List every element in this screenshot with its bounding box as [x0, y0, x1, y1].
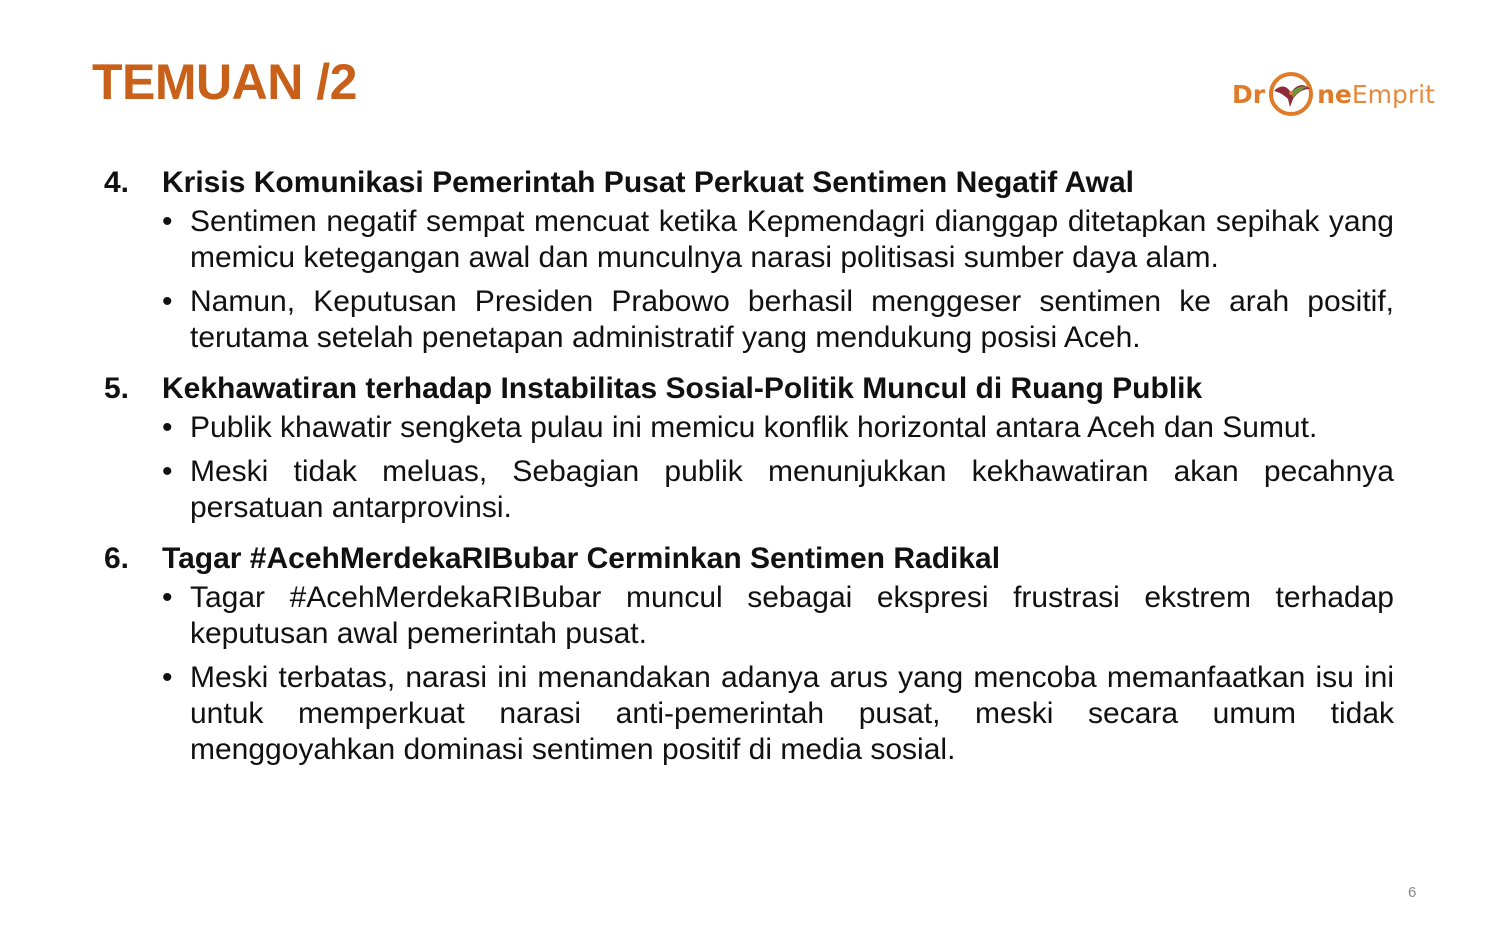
finding-bullets: [104, 204, 1394, 356]
bullet-item: • Publik khawatir sengketa pulau ini memicu konflik horizontal antara Aceh dan Sumut.: [104, 410, 1394, 446]
finding-bullets: [104, 410, 1394, 526]
page-number: 6: [1408, 884, 1417, 901]
slide-title: TEMUAN /2: [92, 54, 357, 110]
finding-number: 5.: [104, 372, 130, 405]
bullet-item: • Namun, Keputusan Presiden Prabowo berhasil menggeser sentimen ke arah positif, terutama setelah penetapan administratif yang mendukung posisi Aceh.: [104, 284, 1394, 356]
bullet-item: • Meski tidak meluas, Sebagian publik menunjukkan kekhawatiran akan pecahnya persatuan antarprovinsi.: [104, 454, 1394, 526]
finding-number: 4.: [104, 166, 130, 199]
bullet-item: • Meski terbatas, narasi ini menandakan adanya arus yang mencoba memanfaatkan isu ini untuk memperkuat narasi anti-pemerintah pusat, meski secara umum tidak menggoyahkan dominasi sentimen positif di media sosial.: [104, 660, 1394, 768]
finding-heading: [104, 540, 1394, 578]
finding-bullets: [104, 580, 1394, 768]
bullet-item: • Tagar #AcehMerdekaRIBubar muncul sebagai ekspresi frustrasi ekstrem terhadap keputusan awal pemerintah pusat.: [104, 580, 1394, 652]
drone-emprit-logo: [1232, 66, 1435, 122]
logo-text-ne: ne: [1317, 79, 1352, 109]
finding-section-4: [104, 164, 1394, 356]
finding-heading: [104, 370, 1394, 408]
finding-title: Tagar #AcehMerdekaRIBubar Cerminkan Sentimen Radikal: [162, 542, 1001, 575]
findings-list: [104, 164, 1394, 782]
finding-section-5: [104, 370, 1394, 526]
finding-title: Kekhawatiran terhadap Instabilitas Sosial-Politik Muncul di Ruang Publik: [162, 372, 1203, 405]
drone-bird-logo-icon: [1266, 69, 1316, 119]
finding-number: 6.: [104, 542, 130, 575]
bullet-item: • Sentimen negatif sempat mencuat ketika Kepmendagri dianggap ditetapkan sepihak yang memicu ketegangan awal dan munculnya narasi politisasi sumber daya alam.: [104, 204, 1394, 276]
logo-text-dr: Dr: [1232, 79, 1266, 109]
finding-section-6: [104, 540, 1394, 768]
finding-heading: [104, 164, 1394, 202]
finding-title: Krisis Komunikasi Pemerintah Pusat Perkuat Sentimen Negatif Awal: [162, 166, 1134, 199]
logo-text-emprit: Emprit: [1351, 79, 1435, 109]
